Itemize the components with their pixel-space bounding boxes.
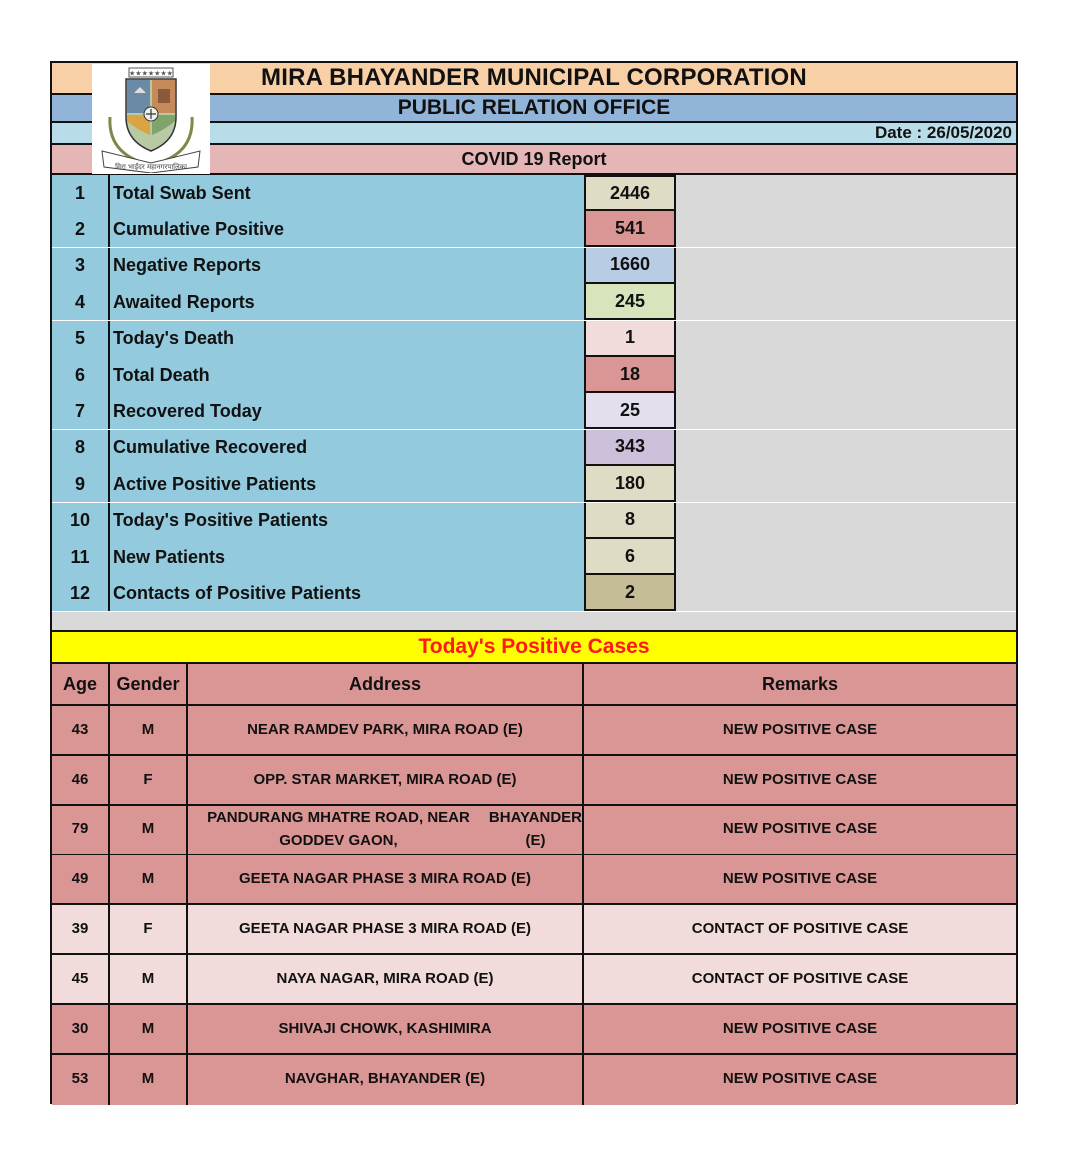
summary-row-number: 10 (52, 503, 110, 539)
summary-row (52, 248, 1016, 284)
case-age: 45 (52, 955, 110, 1003)
case-remarks: CONTACT OF POSITIVE CASE (691, 969, 909, 987)
summary-row (52, 539, 1016, 575)
case-address (188, 905, 584, 953)
summary-row-value: 180 (584, 466, 676, 502)
case-remarks: NEW POSITIVE CASE (722, 770, 878, 788)
summary-row-number: 9 (52, 466, 110, 502)
corporation-title: MIRA BHAYANDER MUNICIPAL CORPORATION (52, 63, 1016, 95)
summary-row (52, 284, 1016, 320)
summary-row-value: 1660 (584, 248, 676, 284)
case-row (52, 955, 1016, 1005)
summary-table (52, 175, 1016, 612)
case-age: 53 (52, 1055, 110, 1105)
summary-row-filler (676, 175, 1016, 211)
case-row (52, 905, 1016, 955)
seal-motto: मिरा भाईंदर महानगरपालिका (115, 163, 187, 171)
case-gender: M (110, 806, 188, 854)
case-row (52, 806, 1016, 856)
spacer-band (52, 612, 1016, 632)
summary-row (52, 430, 1016, 466)
summary-row-label: Awaited Reports (110, 284, 584, 320)
case-row (52, 706, 1016, 756)
case-address-line: NEAR RAMDEV PARK, MIRA ROAD (E) (247, 720, 523, 738)
column-header-gender: Gender (110, 664, 188, 704)
case-address (188, 855, 584, 903)
case-remarks: NEW POSITIVE CASE (722, 1019, 878, 1037)
case-address (188, 1005, 584, 1053)
summary-row-filler (676, 393, 1016, 429)
summary-row-label: Negative Reports (110, 248, 584, 284)
summary-row-value: 245 (584, 284, 676, 320)
case-address (188, 756, 584, 804)
summary-row-number: 7 (52, 393, 110, 429)
case-row (52, 1055, 1016, 1105)
case-address-line-2: BHAYANDER (E) (488, 809, 582, 849)
case-address-line: OPP. STAR MARKET, MIRA ROAD (E) (253, 770, 517, 788)
summary-row (52, 466, 1016, 502)
summary-row-filler (676, 466, 1016, 502)
summary-row-number: 12 (52, 575, 110, 611)
summary-row-label: Total Death (110, 357, 584, 393)
summary-row-number: 1 (52, 175, 110, 211)
summary-row-filler (676, 284, 1016, 320)
summary-row-value: 6 (584, 539, 676, 575)
summary-row (52, 175, 1016, 211)
case-address-line: GEETA NAGAR PHASE 3 MIRA ROAD (E) (239, 919, 531, 937)
report-sheet (50, 61, 1018, 1104)
case-row (52, 855, 1016, 905)
case-remarks: NEW POSITIVE CASE (722, 870, 878, 888)
column-header-age: Age (52, 664, 110, 704)
summary-row-filler (676, 248, 1016, 284)
summary-row-number: 8 (52, 430, 110, 466)
summary-row (52, 321, 1016, 357)
case-gender: M (110, 955, 188, 1003)
corporation-seal-logo (92, 64, 210, 174)
report-date: Date : 26/05/2020 (52, 123, 1016, 145)
summary-row-value: 18 (584, 357, 676, 393)
case-address (188, 955, 584, 1003)
summary-row-value: 2 (584, 575, 676, 611)
case-address (188, 806, 584, 854)
positive-cases-title: Today's Positive Cases (52, 632, 1016, 664)
summary-row-label: New Patients (110, 539, 584, 575)
case-address-line: GEETA NAGAR PHASE 3 MIRA ROAD (E) (239, 870, 531, 888)
seal-emblem-icon (96, 65, 206, 173)
summary-row-label: Cumulative Recovered (110, 430, 584, 466)
column-header-address: Address (188, 664, 584, 704)
summary-row-value: 25 (584, 393, 676, 429)
summary-row-filler (676, 539, 1016, 575)
summary-row (52, 503, 1016, 539)
summary-row-number: 11 (52, 539, 110, 575)
case-address (188, 706, 584, 754)
svg-text:★★★★★★★: ★★★★★★★ (129, 69, 173, 78)
case-address-line: SHIVAJI CHOWK, KASHIMIRA (278, 1019, 492, 1037)
case-gender: M (110, 706, 188, 754)
office-title: PUBLIC RELATION OFFICE (52, 95, 1016, 123)
summary-row-label: Total Swab Sent (110, 175, 584, 211)
case-address-line: PANDURANG MHATRE ROAD, NEAR GODDEV GAON, (207, 809, 470, 849)
summary-row-label: Cumulative Positive (110, 211, 584, 247)
case-remarks: NEW POSITIVE CASE (722, 820, 878, 838)
summary-row-label: Today's Death (110, 321, 584, 357)
case-address-line: NAYA NAGAR, MIRA ROAD (E) (276, 969, 494, 987)
summary-row-label: Active Positive Patients (110, 466, 584, 502)
case-gender: F (110, 905, 188, 953)
summary-row-number: 4 (52, 284, 110, 320)
case-remarks: NEW POSITIVE CASE (722, 720, 878, 738)
case-address-line: NAVGHAR, BHAYANDER (E) (284, 1070, 486, 1088)
summary-row-value: 2446 (584, 175, 676, 211)
summary-row (52, 357, 1016, 393)
summary-row-value: 1 (584, 321, 676, 357)
summary-row-filler (676, 357, 1016, 393)
case-gender: M (110, 1005, 188, 1053)
summary-row-value: 8 (584, 503, 676, 539)
summary-row-value: 541 (584, 211, 676, 247)
case-age: 79 (52, 806, 110, 854)
case-age: 39 (52, 905, 110, 953)
summary-row-number: 3 (52, 248, 110, 284)
case-row (52, 756, 1016, 806)
summary-row-label: Recovered Today (110, 393, 584, 429)
case-gender: F (110, 756, 188, 804)
summary-row-number: 2 (52, 211, 110, 247)
case-remarks: CONTACT OF POSITIVE CASE (691, 919, 909, 937)
case-row (52, 1005, 1016, 1055)
summary-row-label: Today's Positive Patients (110, 503, 584, 539)
case-gender: M (110, 1055, 188, 1105)
summary-row-number: 5 (52, 321, 110, 357)
summary-row-value: 343 (584, 430, 676, 466)
summary-row-filler (676, 575, 1016, 611)
summary-row (52, 575, 1016, 611)
case-address (188, 1055, 584, 1105)
summary-row-label: Contacts of Positive Patients (110, 575, 584, 611)
report-title: COVID 19 Report (52, 145, 1016, 175)
case-age: 49 (52, 855, 110, 903)
column-header-remarks: Remarks (761, 673, 839, 694)
case-age: 30 (52, 1005, 110, 1053)
cases-header-row (52, 664, 1016, 706)
summary-row-filler (676, 430, 1016, 466)
summary-row-number: 6 (52, 357, 110, 393)
case-age: 43 (52, 706, 110, 754)
case-age: 46 (52, 756, 110, 804)
case-gender: M (110, 855, 188, 903)
summary-row (52, 211, 1016, 247)
summary-row-filler (676, 321, 1016, 357)
case-remarks: NEW POSITIVE CASE (722, 1070, 878, 1088)
summary-row-filler (676, 503, 1016, 539)
summary-row-filler (676, 211, 1016, 247)
summary-row (52, 393, 1016, 429)
